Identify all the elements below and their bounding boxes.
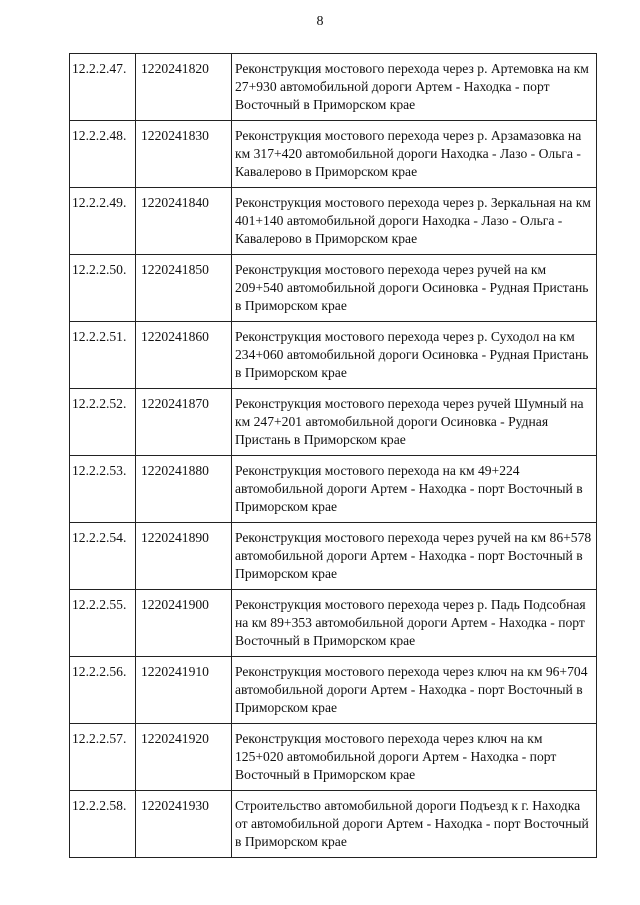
row-description-cell: Реконструкция мостового перехода через ручей Шумный на км 247+201 автомобильной дороги Осиновка - Рудная Пристань в Приморском крае [232,389,597,456]
table-row [70,590,597,657]
table-row [70,724,597,791]
row-id-cell: 1220241840 [136,188,232,255]
row-id-cell: 1220241850 [136,255,232,322]
row-code-cell: 12.2.2.58. [70,791,136,858]
row-id-cell: 1220241820 [136,54,232,121]
row-code-cell: 12.2.2.48. [70,121,136,188]
table-row [70,255,597,322]
row-code-cell: 12.2.2.49. [70,188,136,255]
row-id-cell: 1220241880 [136,456,232,523]
row-description-cell: Реконструкция мостового перехода через ручей на км 86+578 автомобильной дороги Артем - Находка - порт Восточный в Приморском крае [232,523,597,590]
row-id-cell: 1220241870 [136,389,232,456]
table-row [70,121,597,188]
table-row [70,657,597,724]
row-code-cell: 12.2.2.52. [70,389,136,456]
row-id-cell: 1220241920 [136,724,232,791]
table-row [70,322,597,389]
program-table [69,53,597,858]
row-description-cell: Строительство автомобильной дороги Подъезд к г. Находка от автомобильной дороги Артем - Находка - порт Восточный в Приморском крае [232,791,597,858]
row-id-cell: 1220241930 [136,791,232,858]
row-description-cell: Реконструкция мостового перехода через ключ на км 125+020 автомобильной дороги Артем - Находка - порт Восточный в Приморском крае [232,724,597,791]
table-row [70,456,597,523]
row-code-cell: 12.2.2.56. [70,657,136,724]
row-code-cell: 12.2.2.57. [70,724,136,791]
row-description-cell: Реконструкция мостового перехода через р. Зеркальная на км 401+140 автомобильной дороги Находка - Лазо - Ольга - Кавалерово в Приморском крае [232,188,597,255]
page-number: 8 [316,14,324,29]
row-code-cell: 12.2.2.50. [70,255,136,322]
row-description-cell: Реконструкция мостового перехода через р. Падь Подсобная на км 89+353 автомобильной дороги Артем - Находка - порт Восточный в Приморском крае [232,590,597,657]
row-description-cell: Реконструкция мостового перехода через ключ на км 96+704 автомобильной дороги Артем - Находка - порт Восточный в Приморском крае [232,657,597,724]
row-code-cell: 12.2.2.47. [70,54,136,121]
row-description-cell: Реконструкция мостового перехода через р. Арзамазовка на км 317+420 автомобильной дороги Находка - Лазо - Ольга - Кавалерово в Приморском крае [232,121,597,188]
table-row [70,523,597,590]
row-description-cell: Реконструкция мостового перехода на км 49+224 автомобильной дороги Артем - Находка - порт Восточный в Приморском крае [232,456,597,523]
row-description-cell: Реконструкция мостового перехода через ручей на км 209+540 автомобильной дороги Осиновка - Рудная Пристань в Приморском крае [232,255,597,322]
row-id-cell: 1220241900 [136,590,232,657]
table-body [70,54,597,858]
row-code-cell: 12.2.2.54. [70,523,136,590]
row-code-cell: 12.2.2.53. [70,456,136,523]
row-code-cell: 12.2.2.55. [70,590,136,657]
table-row [70,188,597,255]
row-description-cell: Реконструкция мостового перехода через р. Артемовка на км 27+930 автомобильной дороги Артем - Находка - порт Восточный в Приморском крае [232,54,597,121]
table-row [70,791,597,858]
row-description-cell: Реконструкция мостового перехода через р. Суходол на км 234+060 автомобильной дороги Осиновка - Рудная Пристань в Приморском крае [232,322,597,389]
table-row [70,389,597,456]
row-id-cell: 1220241860 [136,322,232,389]
table-row [70,54,597,121]
row-id-cell: 1220241830 [136,121,232,188]
row-id-cell: 1220241890 [136,523,232,590]
row-code-cell: 12.2.2.51. [70,322,136,389]
row-id-cell: 1220241910 [136,657,232,724]
